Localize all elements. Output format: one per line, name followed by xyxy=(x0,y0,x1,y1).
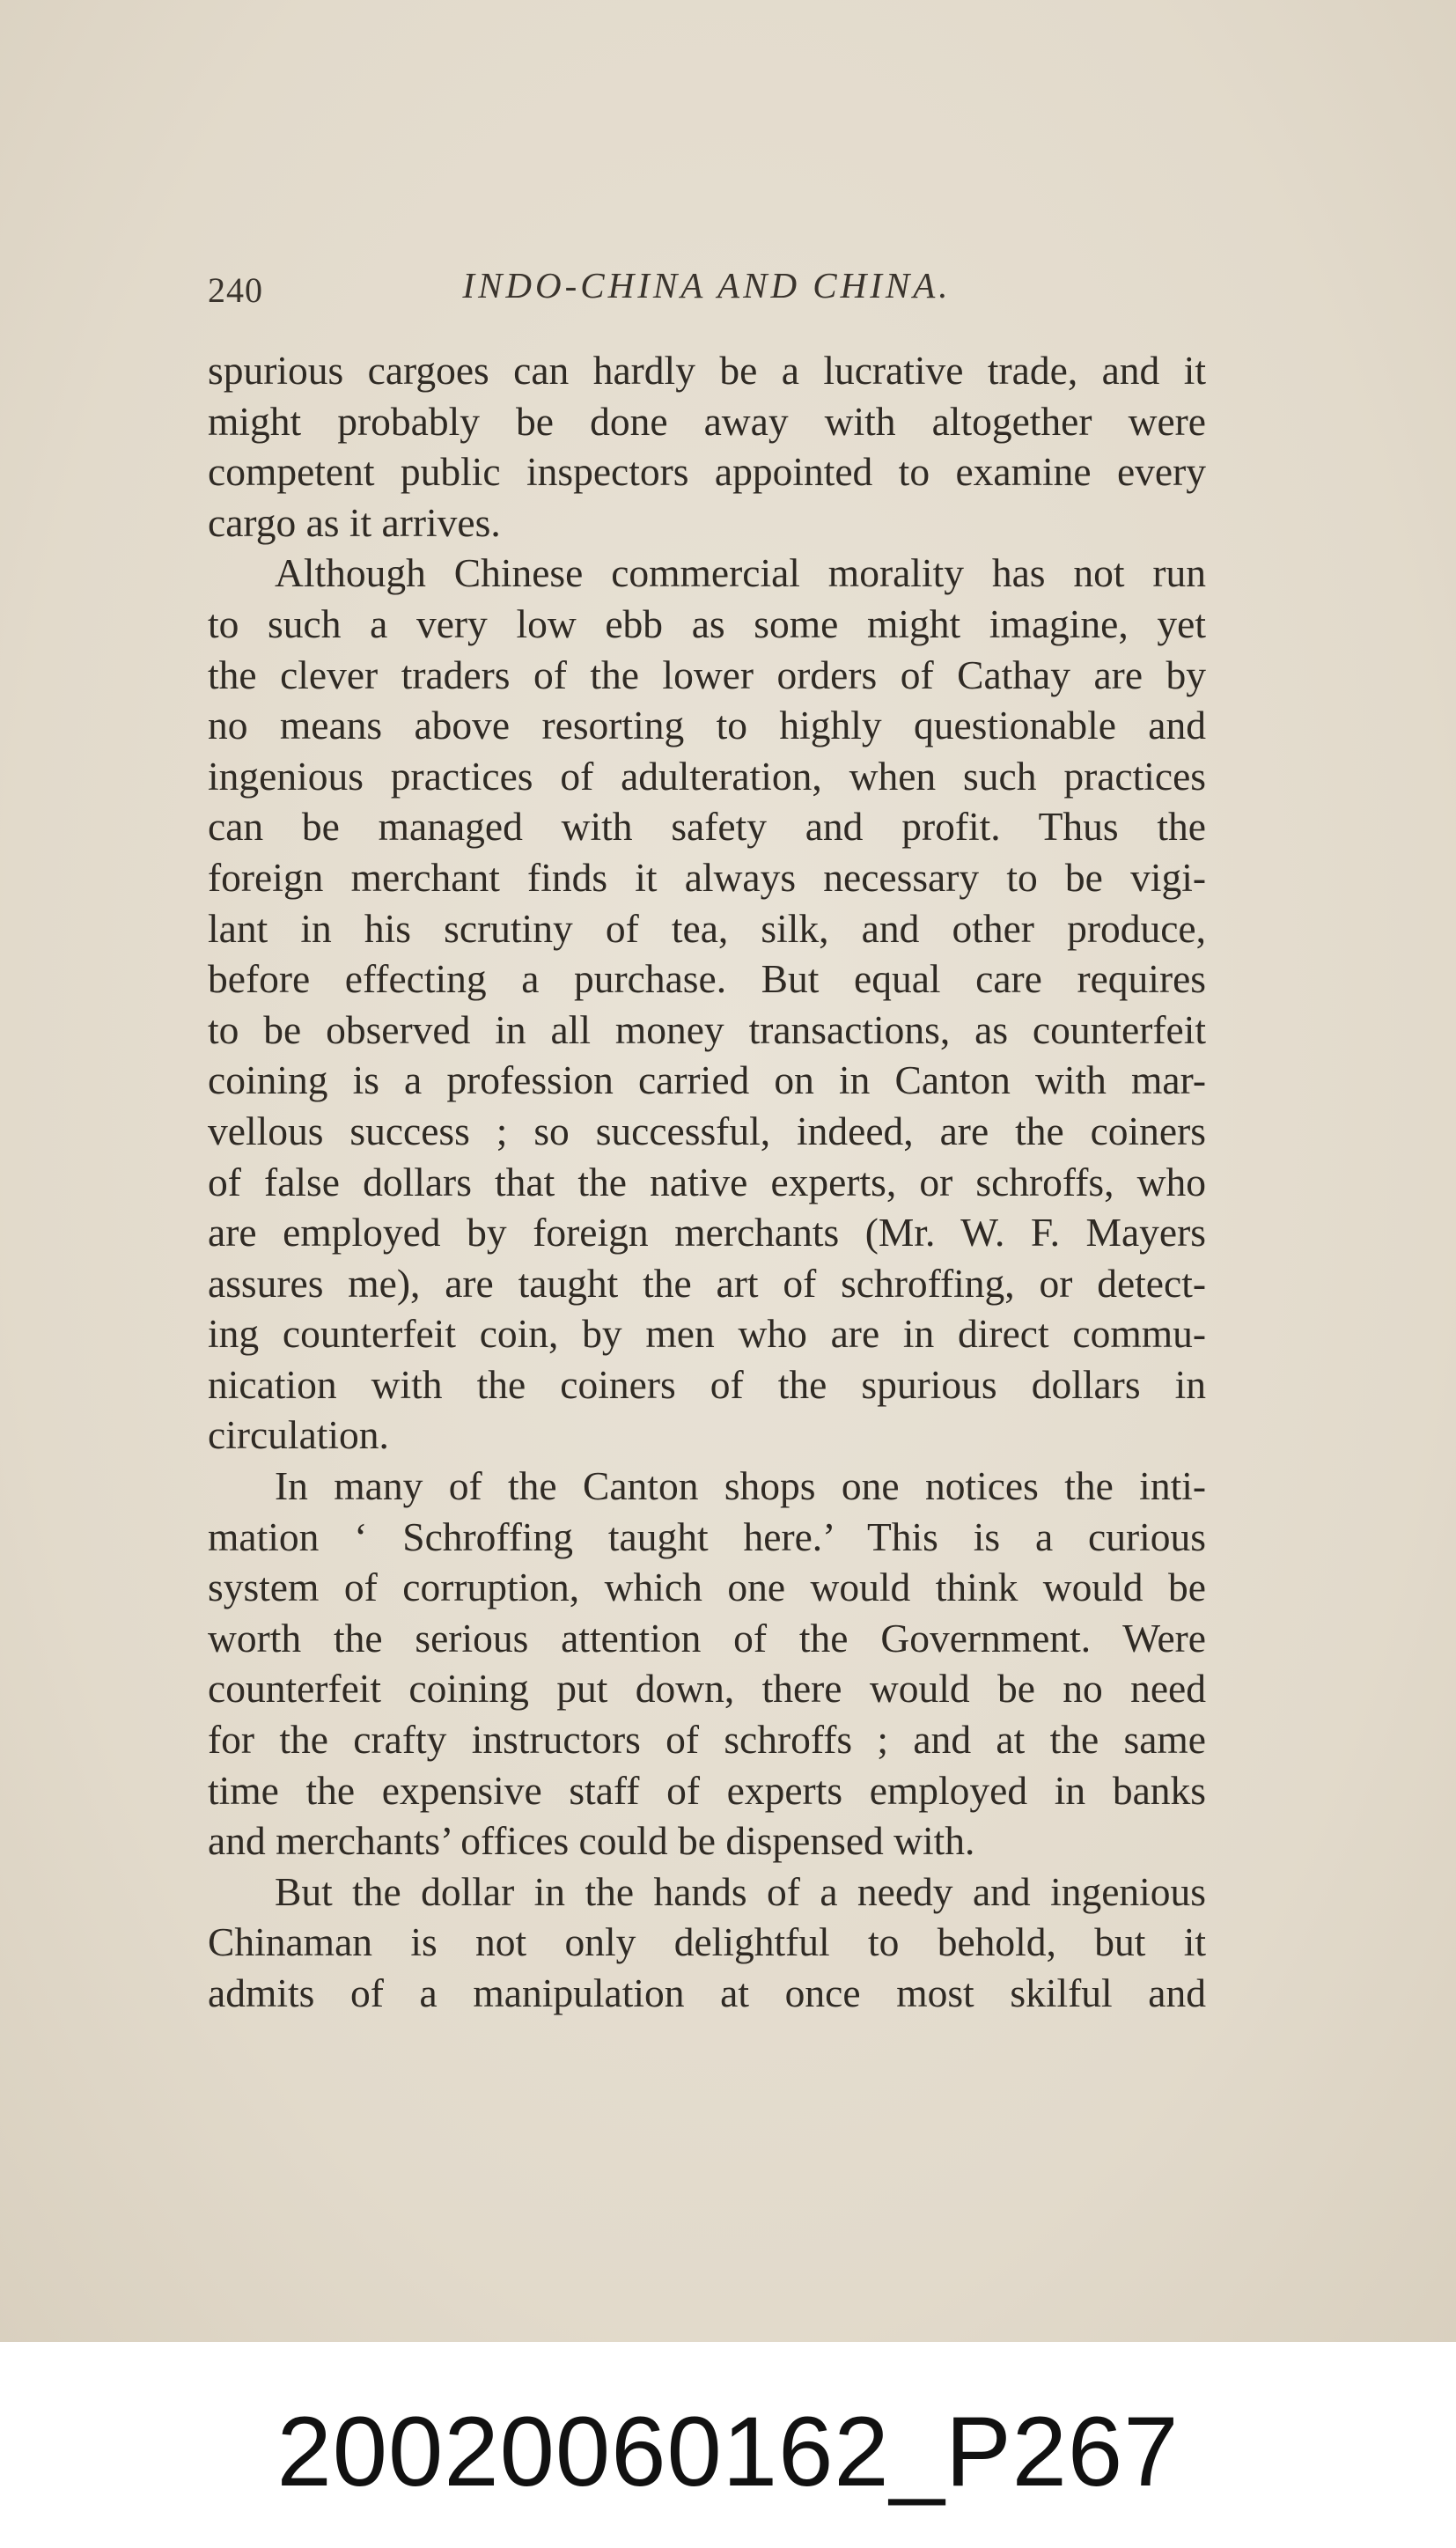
image-id-label: 20020060162_P267 xyxy=(276,2397,1180,2507)
text-line: to be observed in all money transactions, as counterfeit xyxy=(208,1006,1206,1052)
image-label-strip xyxy=(0,2342,1456,2548)
running-head xyxy=(208,264,1206,317)
text-line: nication with the coiners of the spurious dollars in xyxy=(208,1361,1206,1407)
text-line: foreign merchant finds it always necessary to be vigi- xyxy=(208,854,1206,900)
text-line: time the expensive staff of experts employed in banks xyxy=(208,1767,1206,1813)
text-line: might probably be done away with altogether were xyxy=(208,398,1206,444)
text-line: admits of a manipulation at once most skilful and xyxy=(208,1970,1206,2015)
text-line: lant in his scrutiny of tea, silk, and other produce, xyxy=(208,905,1206,951)
text-line: of false dollars that the native experts, or schroffs, who xyxy=(208,1159,1206,1204)
running-title: INDO-CHINA AND CHINA. xyxy=(462,265,952,306)
text-line: to such a very low ebb as some might imagine, yet xyxy=(208,600,1206,646)
text-line: vellous success ; so successful, indeed, are the coiners xyxy=(208,1108,1206,1153)
text-line: can be managed with safety and profit. Thus the xyxy=(208,804,1206,850)
text-line: no means above resorting to highly questionable and xyxy=(208,703,1206,748)
text-line: coining is a profession carried on in Canton with mar- xyxy=(208,1057,1206,1103)
paragraph-first-line: But the dollar in the hands of a needy and ingenious xyxy=(275,1868,1206,1914)
text-line: system of corruption, which one would think would be xyxy=(208,1565,1206,1610)
text-line: cargo as it arrives. xyxy=(208,499,501,545)
text-line: circulation. xyxy=(208,1412,389,1458)
text-line: mation ‘ Schroffing taught here.’ This is a curious xyxy=(208,1513,1206,1559)
text-line: are employed by foreign merchants (Mr. W. F. Mayers xyxy=(208,1210,1206,1256)
paragraph-first-line: Although Chinese commercial morality has not run xyxy=(275,550,1206,596)
text-line: spurious cargoes can hardly be a lucrative trade, and it xyxy=(208,348,1206,393)
text-line: counterfeit coining put down, there would be no need xyxy=(208,1666,1206,1712)
text-line: ing counterfeit coin, by men who are in direct commu- xyxy=(208,1311,1206,1357)
text-line: worth the serious attention of the Government. Were xyxy=(208,1615,1206,1661)
page-number: 240 xyxy=(208,270,263,310)
text-line: ingenious practices of adulteration, when such practices xyxy=(208,753,1206,799)
text-line: before effecting a purchase. But equal care requires xyxy=(208,956,1206,1002)
paragraph-first-line: In many of the Canton shops one notices the inti- xyxy=(275,1463,1206,1509)
text-line: competent public inspectors appointed to examine every xyxy=(208,449,1206,495)
text-line: assures me), are taught the art of schroffing, or detect- xyxy=(208,1260,1206,1306)
text-line: and merchants’ offices could be dispensed with. xyxy=(208,1818,975,1864)
text-line: Chinaman is not only delightful to behold, but it xyxy=(208,1919,1206,1965)
text-line: the clever traders of the lower orders of Cathay are by xyxy=(208,652,1206,697)
text-line: for the crafty instructors of schroffs ; and at the same xyxy=(208,1717,1206,1763)
body-text xyxy=(208,345,1206,2019)
